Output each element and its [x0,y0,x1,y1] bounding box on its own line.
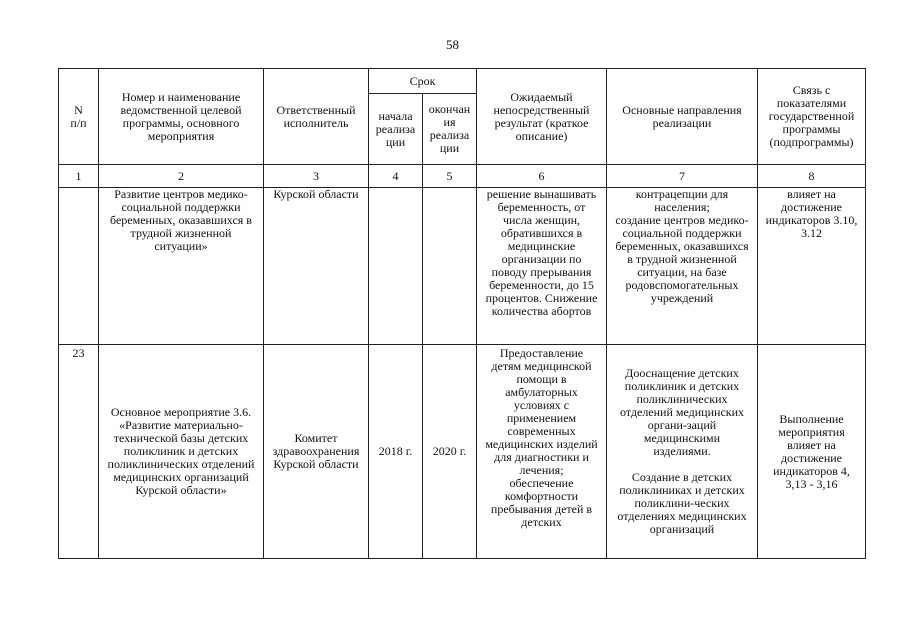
start-year [369,188,423,345]
row-number: 23 [59,345,99,559]
header-program: Номер и наименование ведомственной целевой программы, основного мероприятия [99,69,264,165]
executor: Комитет здравоохранения Курской области [264,345,369,559]
row-number [59,188,99,345]
table-row [59,345,866,559]
column-number: 1 [59,165,99,188]
column-number: 5 [423,165,477,188]
end-year [423,188,477,345]
program-name: Развитие центров медико- социальной поддержки беременных, оказавшихся в трудной жизненной ситуации» [99,188,264,345]
table-row [59,188,866,345]
header-start: начала реализа ции [369,94,423,165]
header-end: окончан ия реализа ции [423,94,477,165]
header-row [59,69,866,94]
header-srok: Срок [369,69,477,94]
header-result: Ожидаемый непосредственный результат (краткое описание) [477,69,607,165]
column-number-row [59,165,866,188]
program-name: Основное мероприятие 3.6. «Развитие материально- технической базы детских поликлиник и детских поликлинических отделений медицинских организаций Курской области» [99,345,264,559]
page-number: 58 [446,37,459,52]
column-number: 2 [99,165,264,188]
directions: контрацепции для населения; создание центров медико- социальной поддержки беременных, оказавшихся в трудной жизненной ситуации, на базе родовспомогательных учреждений [607,188,758,345]
program-table [58,68,866,559]
header-num: N п/п [59,69,99,165]
expected-result: Предоставление детям медицинской помощи в амбулаторных условиях с применением современных медицинских изделий для диагностики и лечения; обеспечение комфортности пребывания детей в детских [477,345,607,559]
indicator-link: Выполнение мероприятия влияет на достижение индикаторов 4, 3,13 - 3,16 [758,345,866,559]
column-number: 6 [477,165,607,188]
column-number: 3 [264,165,369,188]
header-executor: Ответственный исполнитель [264,69,369,165]
executor: Курской области [264,188,369,345]
end-year: 2020 г. [423,345,477,559]
directions: Дооснащение детских поликлиник и детских поликлинических отделений медицинских органи-заций медицинскими изделиями. Создание в детских поликлиниках и детских поликлини-ческих отделениях медицинских организаций [607,345,758,559]
column-number: 8 [758,165,866,188]
start-year: 2018 г. [369,345,423,559]
column-number: 7 [607,165,758,188]
header-link: Связь с показателями государственной программы (подпрограммы) [758,69,866,165]
indicator-link: влияет на достижение индикаторов 3.10, 3.12 [758,188,866,345]
column-number: 4 [369,165,423,188]
expected-result: решение вынашивать беременность, от числа женщин, обратившихся в медицинские организации по поводу прерывания беременности, до 15 процентов. Снижение количества абортов [477,188,607,345]
header-directions: Основные направления реализации [607,69,758,165]
